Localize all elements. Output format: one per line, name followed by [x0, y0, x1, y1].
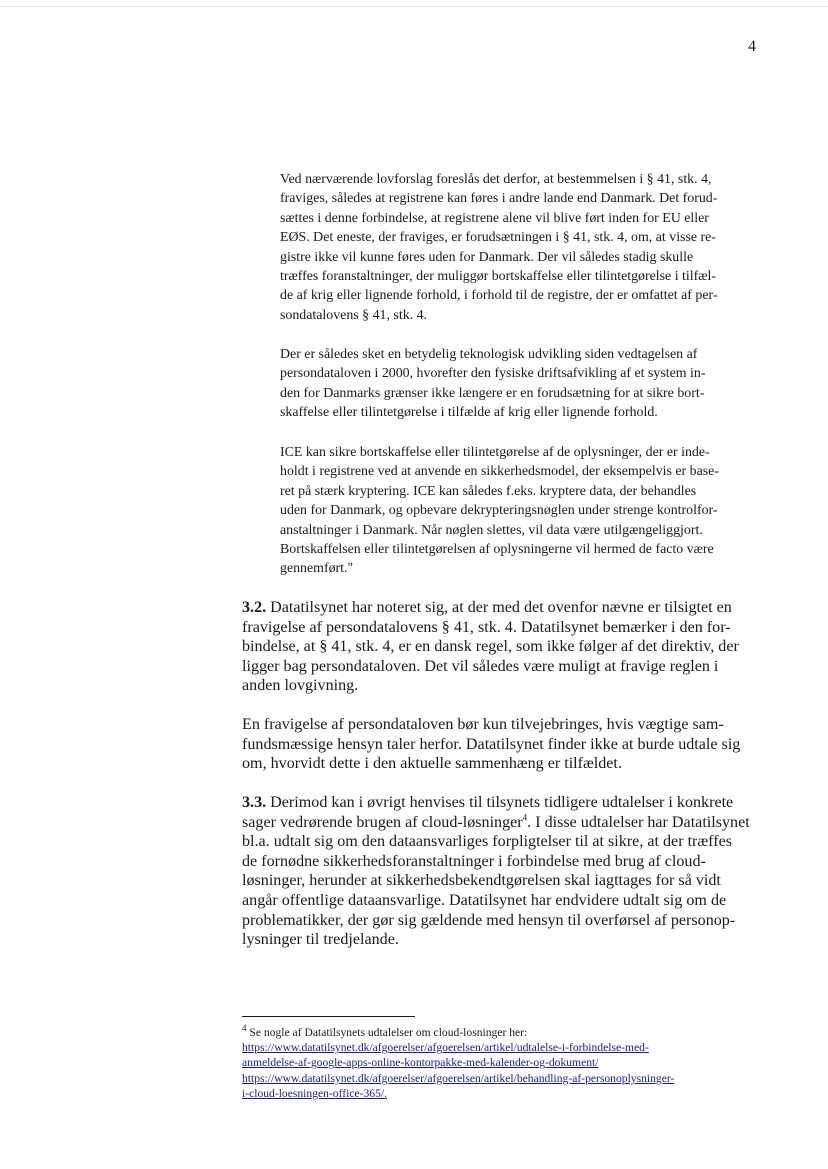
text-fragment: Derimod kan i øvrigt henvises til tilsynets tidligere udtalelser i konkrete: [266, 794, 734, 811]
text-line: [242, 598, 762, 618]
page-top-edge: [0, 6, 828, 7]
text-line: gistre ikke vil kunne føres uden for Danmark. Der vil således stadig skulle: [280, 249, 694, 265]
text-fragment: . I disse udtalelser har Datatilsynet: [527, 813, 750, 831]
text-line: den for Danmarks grænser ikke længere er en forudsætning for at sikre bort-: [280, 385, 705, 401]
link-line: https://www.datatilsynet.dk/afgoerelser/afgoerelsen/artikel/udtalelse-i-forbindelse-med-: [242, 1041, 649, 1055]
footnote-marker: 4: [242, 1023, 247, 1034]
text-line: om, hvorvidt dette i den aktuelle sammenhæng er tilfældet.: [242, 755, 622, 773]
text-fragment: sager vedrørende brugen af cloud-løsninger: [242, 813, 523, 831]
text-line: løsninger, herunder at sikkerhedsbekendtgørelsen skal iagttages for så vidt: [242, 872, 721, 890]
link-line: https://www.datatilsynet.dk/afgoerelser/afgoerelsen/artikel/behandling-af-personoplysninger-: [242, 1071, 675, 1085]
footnote-reference[interactable]: 4: [522, 812, 528, 823]
text-line: holdt i registrene ved at anvende en sikkerhedsmodel, der eksempelvis er base-: [280, 464, 719, 480]
text-line: problematikker, der gør sig gældende med hensyn til overførsel af personop-: [242, 911, 736, 929]
fravigelse-paragraph: [242, 715, 762, 774]
text-line: lysninger til tredjelande.: [242, 931, 399, 949]
text-line: fravigelse af persondatalovens § 41, stk. 4. Datatilsynet bemærker i den for-: [242, 618, 731, 636]
text-line: fundsmæssige hensyn taler herfor. Datatilsynet finder ikke at burde udtale sig: [242, 735, 741, 753]
text-line: bindelse, at § 41, stk. 4, er en dansk regel, som ikke følger af det direktiv, der: [242, 638, 739, 656]
link-line: anmeldelse-af-google-apps-online-kontorpakke-med-kalender-og-dokument/: [242, 1056, 599, 1070]
quote-paragraph-2: [280, 345, 762, 423]
text-line: de af krig eller lignende forhold, i forhold til de registre, der er omfattet af per-: [280, 288, 718, 304]
quote-paragraph-3: [280, 443, 762, 579]
footnote-divider: [242, 1016, 415, 1017]
section-number: 3.2.: [242, 599, 267, 616]
text-line: En fravigelse af persondataloven bør kun tilvejebringes, hvis vægtige sam-: [242, 716, 724, 733]
text-line: anstaltninger i Danmark. Når nøglen slettes, vil data være utilgængeliggjort.: [280, 522, 703, 538]
quote-paragraph-1: [280, 170, 762, 325]
text-line: [242, 813, 762, 833]
text-line: ligger bag persondataloven. Det vil således være muligt at fravige reglen i: [242, 657, 719, 675]
text-line: persondataloven i 2000, hvorefter den fysiske driftsafvikling af et system in-: [280, 366, 706, 382]
text-line: ICE kan sikre bortskaffelse eller tilintetgørelse af de oplysninger, der er inde-: [280, 445, 710, 460]
footnote-text: [242, 1025, 772, 1040]
text-line: de fornødne sikkerhedsforanstaltninger i forbindelse med brug af cloud-: [242, 852, 706, 870]
footnote-4: [242, 1025, 772, 1101]
text-line: EØS. Det eneste, der fraviges, er forudsætningen i § 41, stk. 4, om, at visse re-: [280, 230, 716, 246]
section-3-3-paragraph: [242, 793, 762, 950]
text-line: fraviges, således at registrene kan føres i andre lande end Danmark. Det forud-: [280, 191, 718, 207]
text-line: bl.a. udtalt sig om den dataansvarliges forpligtelser til at sikre, at der træffes: [242, 833, 732, 851]
page-number: 4: [748, 38, 756, 55]
text-line: Ved nærværende lovforslag foreslås det derfor, at bestemmelsen i § 41, stk. 4,: [280, 172, 712, 187]
text-line: uden for Danmark, og opbevare dekrypteringsnøglen under strenge kontrolfor-: [280, 503, 718, 519]
text-line: skaffelse eller tilintetgørelse i tilfælde af krig eller lignende forhold.: [280, 405, 658, 421]
text-line: træffes foranstaltninger, der muliggør bortskaffelse eller tilintetgørelse i tilfæl-: [280, 269, 716, 285]
footnote-link-office-365[interactable]: [242, 1071, 772, 1101]
footnote-link-google-apps[interactable]: [242, 1040, 772, 1070]
text-line: [242, 793, 762, 813]
text-line: angår offentlige dataansvarlige. Datatilsynet har endvidere udtalt sig om de: [242, 891, 727, 909]
text-line: Bortskaffelsen eller tilintetgørelsen af oplysningerne vil hermed de facto være: [280, 542, 714, 558]
text-line: gennemført.": [280, 561, 354, 577]
text-line: ret på stærk kryptering. ICE kan således f.eks. kryptere data, der behandles: [280, 483, 697, 499]
section-3-2-paragraph: [242, 598, 762, 696]
section-number: 3.3.: [242, 794, 267, 811]
text-fragment: Se nogle af Datatilsynets udtalelser om cloud-losninger her:: [246, 1026, 528, 1039]
link-suffix: .: [384, 1086, 387, 1100]
text-line: Der er således sket en betydelig teknologisk udvikling siden vedtagelsen af: [280, 347, 698, 362]
text-fragment: Datatilsynet har noteret sig, at der med det ovenfor nævne er tilsigtet en: [266, 599, 732, 616]
text-line: sondatalovens § 41, stk. 4.: [280, 307, 427, 323]
text-line: anden lovgivning.: [242, 677, 359, 695]
text-line: sættes i denne forbindelse, at registrene alene vil blive ført inden for EU eller: [280, 210, 709, 226]
link-line: i-cloud-loesningen-office-365/: [242, 1086, 385, 1100]
